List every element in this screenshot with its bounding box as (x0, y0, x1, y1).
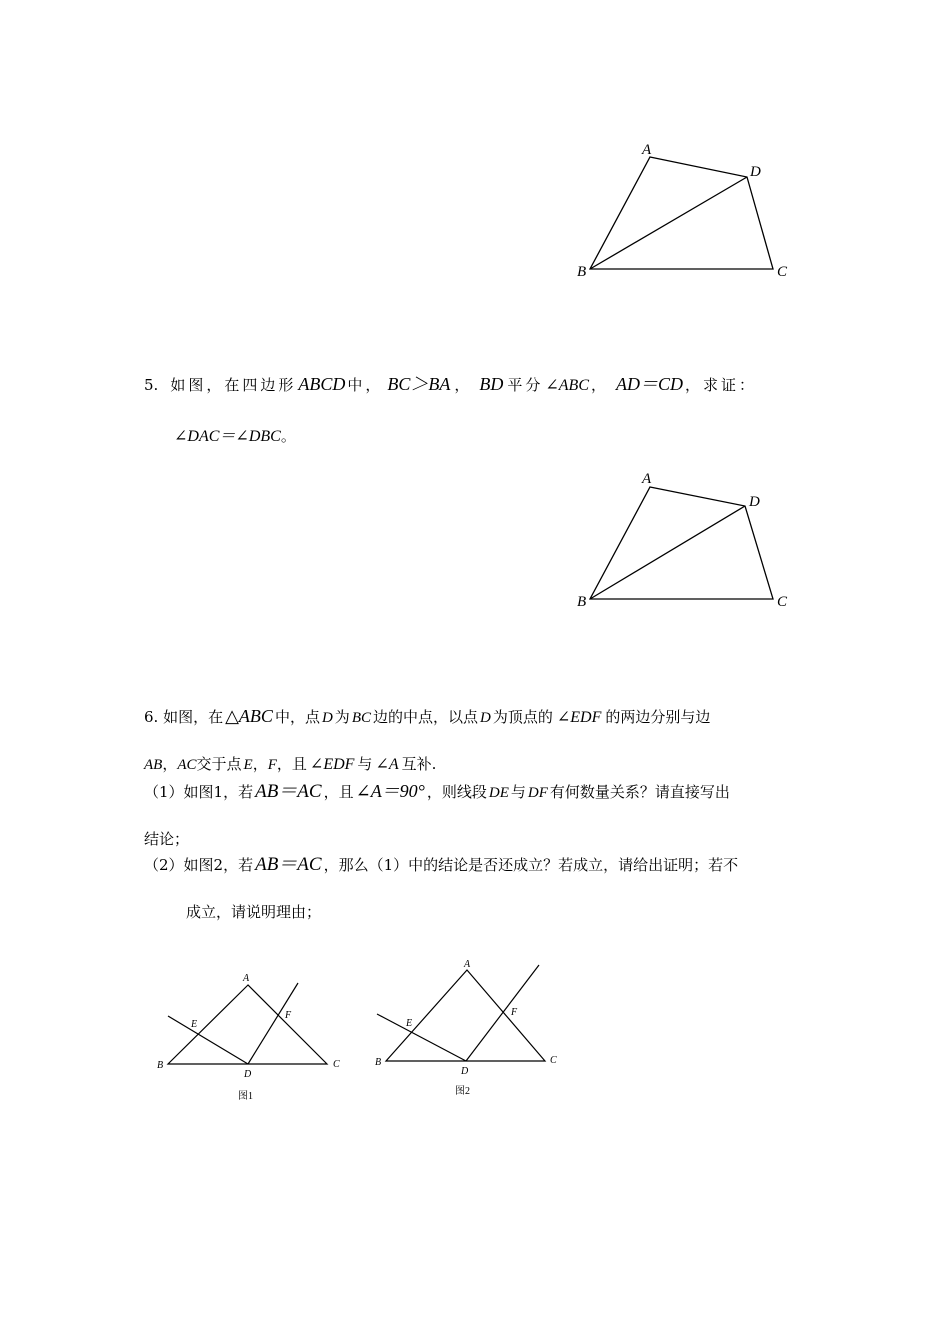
text: 与 (510, 783, 526, 801)
label-d: D (244, 1069, 252, 1080)
problem-6-question-2 (144, 855, 738, 875)
math-angle-a: ∠A (375, 756, 399, 773)
text: ， (252, 755, 268, 773)
var-d: D (480, 710, 491, 726)
triangle-figure-1 (150, 965, 350, 1105)
math-ab-eq-ac: AB＝AC (255, 854, 322, 875)
text: （1）如图1，若 (144, 783, 254, 801)
label-a: A (243, 973, 250, 984)
label-d: D (461, 1066, 469, 1077)
label-f: F (511, 1007, 518, 1018)
label-b: B (577, 264, 587, 280)
label-c: C (777, 264, 788, 280)
problem-6-line-2 (144, 754, 436, 775)
var-d: D (321, 710, 333, 726)
text: 6. 如图，在 (144, 708, 224, 726)
math-ad-eq-cd: AD＝CD (616, 374, 684, 394)
problem-number: 5. (144, 376, 159, 394)
var-ab: AB (144, 757, 163, 773)
label-f: F (285, 1010, 292, 1021)
var-df: DF (527, 785, 548, 801)
problem-5-line-1 (144, 374, 757, 396)
figure-2-caption: 图2 (455, 1086, 470, 1097)
text: 有何数量关系？请直接写出 (549, 783, 730, 801)
var-f: F (267, 757, 277, 773)
text: 边的中点，以点 (372, 708, 478, 726)
text: 中，点 (274, 708, 320, 726)
label-d: D (750, 164, 761, 180)
text: （2）如图2，若 (144, 856, 254, 874)
math-angle-edf: ∠EDF (309, 756, 355, 773)
ray-df (466, 965, 539, 1061)
text: ，则线段 (426, 783, 487, 801)
label-a: A (642, 471, 652, 487)
text: ，且 (323, 783, 354, 801)
math-angle-edf: ∠EDF (556, 709, 602, 726)
var-e: E (243, 757, 253, 773)
text: ，那么（1）中的结论是否还成立？若成立，请给出证明；若不 (323, 856, 739, 874)
var-ac: AC (177, 757, 197, 773)
text: ， (591, 376, 607, 394)
math-abcd: ABCD (298, 374, 346, 394)
diagonal-bd (590, 177, 747, 269)
label-b: B (157, 1060, 164, 1071)
problem-6-line-1 (144, 706, 710, 728)
label-e: E (406, 1018, 413, 1029)
label-a: A (642, 142, 652, 158)
var-bc: BC (351, 710, 371, 726)
triangle-abc (386, 970, 545, 1061)
ray-df (248, 983, 298, 1064)
text: 平分 (507, 376, 544, 394)
label-b: B (375, 1057, 382, 1068)
text: 中， (347, 376, 384, 394)
quadrilateral-figure-1 (560, 130, 820, 300)
triangle-figure-2 (370, 955, 570, 1095)
math-triangle-abc: △ABC (225, 706, 273, 726)
figure-1-caption: 图1 (238, 1091, 253, 1102)
math-angle-a-90: ∠A＝90° (355, 781, 425, 801)
text: 互补. (401, 755, 437, 773)
label-e: E (191, 1019, 198, 1030)
text: 为顶点的 (492, 708, 553, 726)
label-a: A (464, 959, 471, 970)
text: 为 (334, 708, 350, 726)
problem-6-question-1 (144, 781, 730, 803)
math-angle-dac-eq-dbc: ∠DAC＝∠DBC (174, 428, 281, 445)
text: ，且 (276, 755, 307, 773)
text: 与 (357, 755, 373, 773)
diagonal-bd (590, 506, 745, 599)
text: 的两边分别与边 (605, 708, 711, 726)
text: 交于点 (196, 755, 242, 773)
math-bd: BD (479, 374, 504, 394)
ray-de (168, 1016, 248, 1064)
math-angle-abc: ∠ABC (545, 377, 589, 394)
math-bc-gt-ba: BC＞BA (387, 374, 451, 394)
label-d: D (749, 494, 760, 510)
text: ，求证： (685, 376, 758, 394)
label-c: C (550, 1055, 557, 1066)
problem-6-question-1-line-2 (144, 829, 189, 849)
text: ， (454, 376, 470, 394)
quadrilateral-figure-2 (560, 460, 820, 630)
text: 结论； (144, 830, 190, 848)
text: ， (162, 755, 178, 773)
label-c: C (777, 594, 788, 610)
text: 如图，在四边形 (170, 376, 297, 394)
label-c: C (333, 1059, 340, 1070)
problem-6-question-2-line-2 (186, 902, 321, 922)
label-b: B (577, 594, 587, 610)
text: 。 (280, 427, 296, 445)
problem-5-line-2 (174, 426, 296, 447)
var-de: DE (488, 785, 509, 801)
math-ab-eq-ac: AB＝AC (255, 781, 322, 802)
text: 成立，请说明理由； (186, 903, 322, 921)
